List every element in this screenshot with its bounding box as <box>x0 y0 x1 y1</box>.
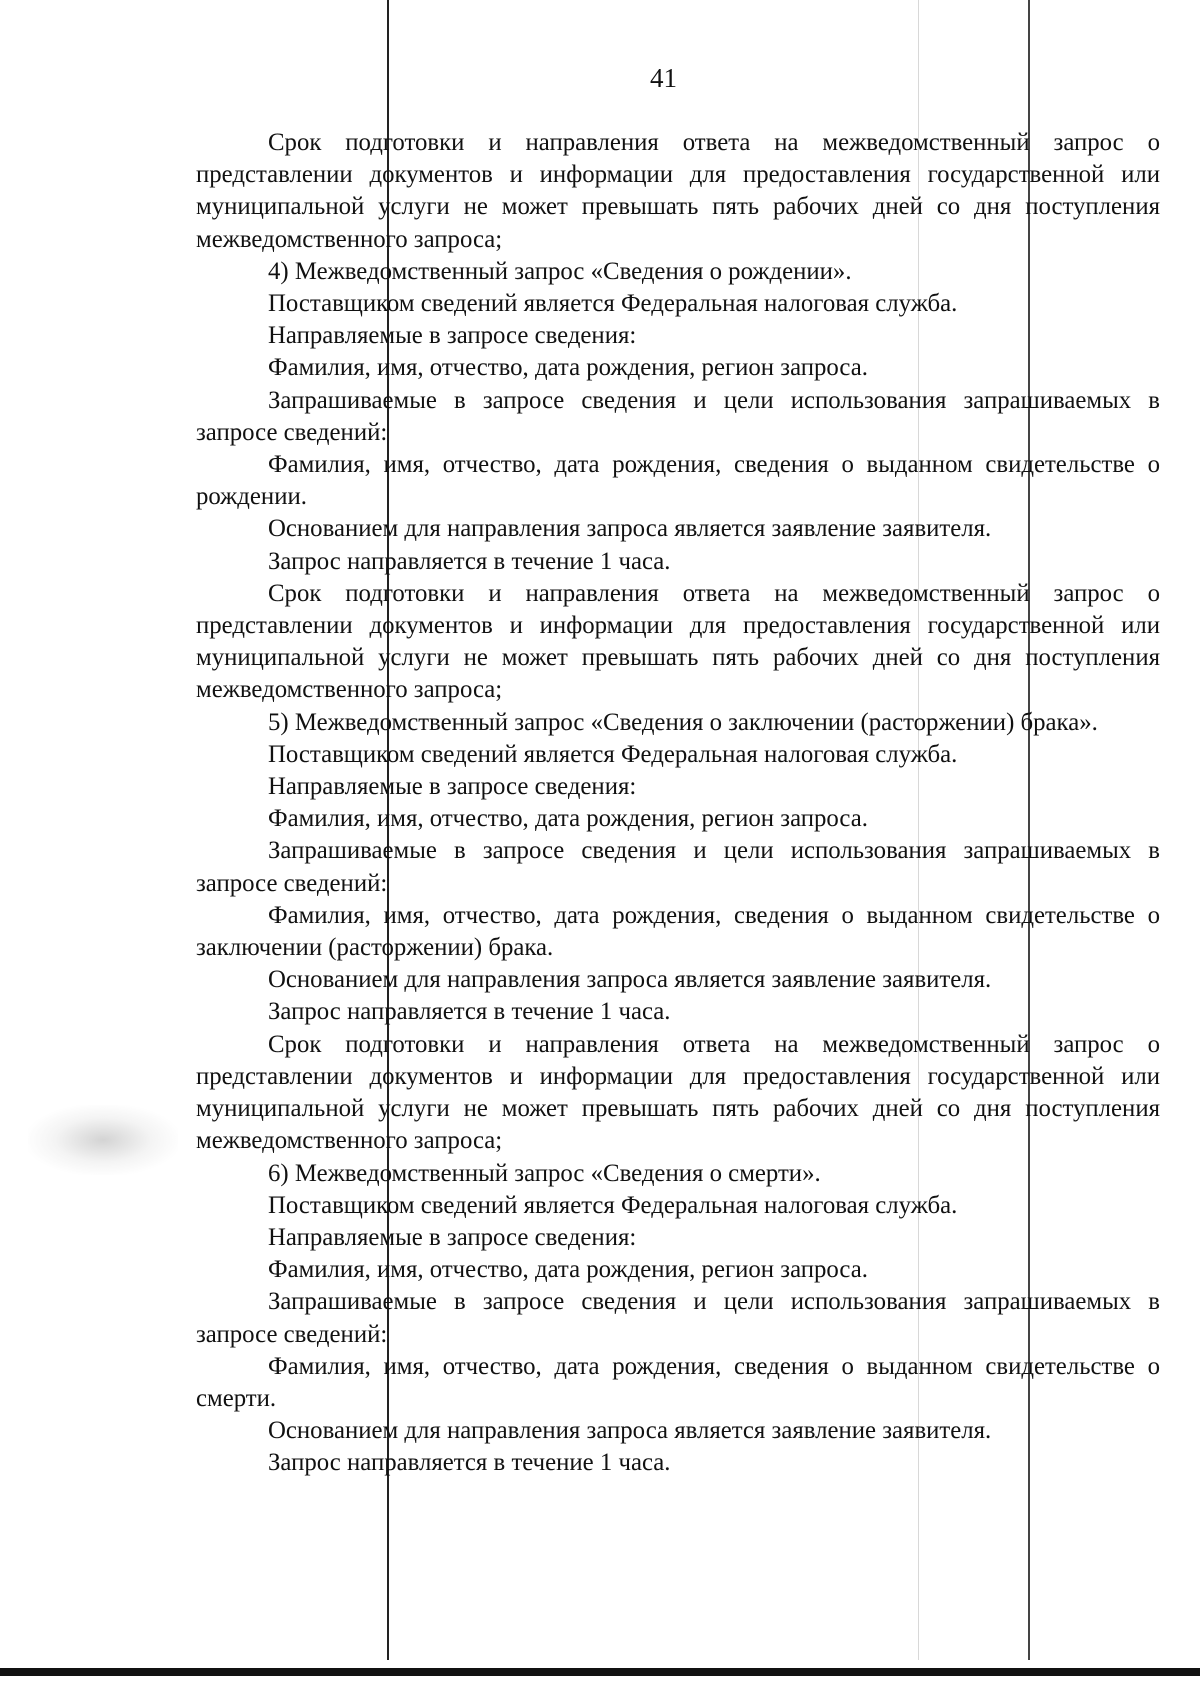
paragraph-timing: Запрос направляется в течение 1 часа. <box>268 547 671 575</box>
paragraph-deadline: Срок подготовки и направления ответа на межведомственный запрос о представлении документов и информации для предоставления государственной или муниципальной услуги не может превышать пять рабочих дней со дня поступления межведомственного запроса; <box>196 1030 1160 1155</box>
paragraph-supplier: Поставщиком сведений является Федеральная налоговая служба. <box>268 290 958 318</box>
paragraph-basis: Основанием для направления запроса является заявление заявителя. <box>268 515 992 543</box>
page-number: 41 <box>650 63 677 93</box>
paragraph-deadline: Срок подготовки и направления ответа на межведомственный запрос о представлении документов и информации для предоставления государственной или муниципальной услуги не может превышать пять рабочих дней со дня поступления межведомственного запроса; <box>196 129 1160 253</box>
paragraph-sent-data: Фамилия, имя, отчество, дата рождения, регион запроса. <box>268 354 868 382</box>
paragraph-requested-data: Фамилия, имя, отчество, дата рождения, сведения о выданном свидетельстве о смерти. <box>196 1352 1160 1412</box>
paragraph-sent-data-label: Направляемые в запросе сведения: <box>268 322 637 350</box>
paragraph-deadline: Срок подготовки и направления ответа на межведомственный запрос о представлении документов и информации для предоставления государственной или муниципальной услуги не может превышать пять рабочих дней со дня поступления межведомственного запроса; <box>196 579 1160 704</box>
paragraph-sent-data: Фамилия, имя, отчество, дата рождения, регион запроса. <box>268 805 868 833</box>
paragraph-timing: Запрос направляется в течение 1 часа. <box>268 998 671 1026</box>
paragraph-supplier: Поставщиком сведений является Федеральная налоговая служба. <box>268 740 958 768</box>
paragraph-request-heading: 5) Межведомственный запрос «Сведения о заключении (расторжении) брака». <box>268 708 1098 736</box>
paragraph-basis: Основанием для направления запроса является заявление заявителя. <box>268 966 992 994</box>
paragraph-requested-data-label: Запрашиваемые в запросе сведения и цели использования запрашиваемых в запросе сведений: <box>196 837 1160 897</box>
paragraph-basis: Основанием для направления запроса является заявление заявителя. <box>268 1417 992 1445</box>
paragraph-sent-data-label: Направляемые в запросе сведения: <box>268 1223 637 1251</box>
scan-bottom-edge <box>0 1668 1200 1676</box>
paragraph-requested-data: Фамилия, имя, отчество, дата рождения, сведения о выданном свидетельстве о заключении (расторжении) брака. <box>196 901 1160 962</box>
paragraph-requested-data-label: Запрашиваемые в запросе сведения и цели использования запрашиваемых в запросе сведений: <box>196 386 1160 446</box>
paragraph-requested-data: Фамилия, имя, отчество, дата рождения, сведения о выданном свидетельстве о рождении. <box>196 451 1160 511</box>
paragraph-timing: Запрос направляется в течение 1 часа. <box>268 1449 671 1477</box>
paragraph-supplier: Поставщиком сведений является Федеральная налоговая служба. <box>268 1191 958 1219</box>
document-body <box>196 127 1160 1480</box>
paragraph-sent-data-label: Направляемые в запросе сведения: <box>268 773 637 801</box>
paragraph-request-heading: 6) Межведомственный запрос «Сведения о смерти». <box>268 1159 821 1187</box>
paragraph-sent-data: Фамилия, имя, отчество, дата рождения, регион запроса. <box>268 1256 868 1284</box>
scan-smudge <box>28 1105 178 1175</box>
paragraph-request-heading: 4) Межведомственный запрос «Сведения о рождении». <box>268 257 852 285</box>
paragraph-requested-data-label: Запрашиваемые в запросе сведения и цели использования запрашиваемых в запросе сведений: <box>196 1288 1160 1348</box>
